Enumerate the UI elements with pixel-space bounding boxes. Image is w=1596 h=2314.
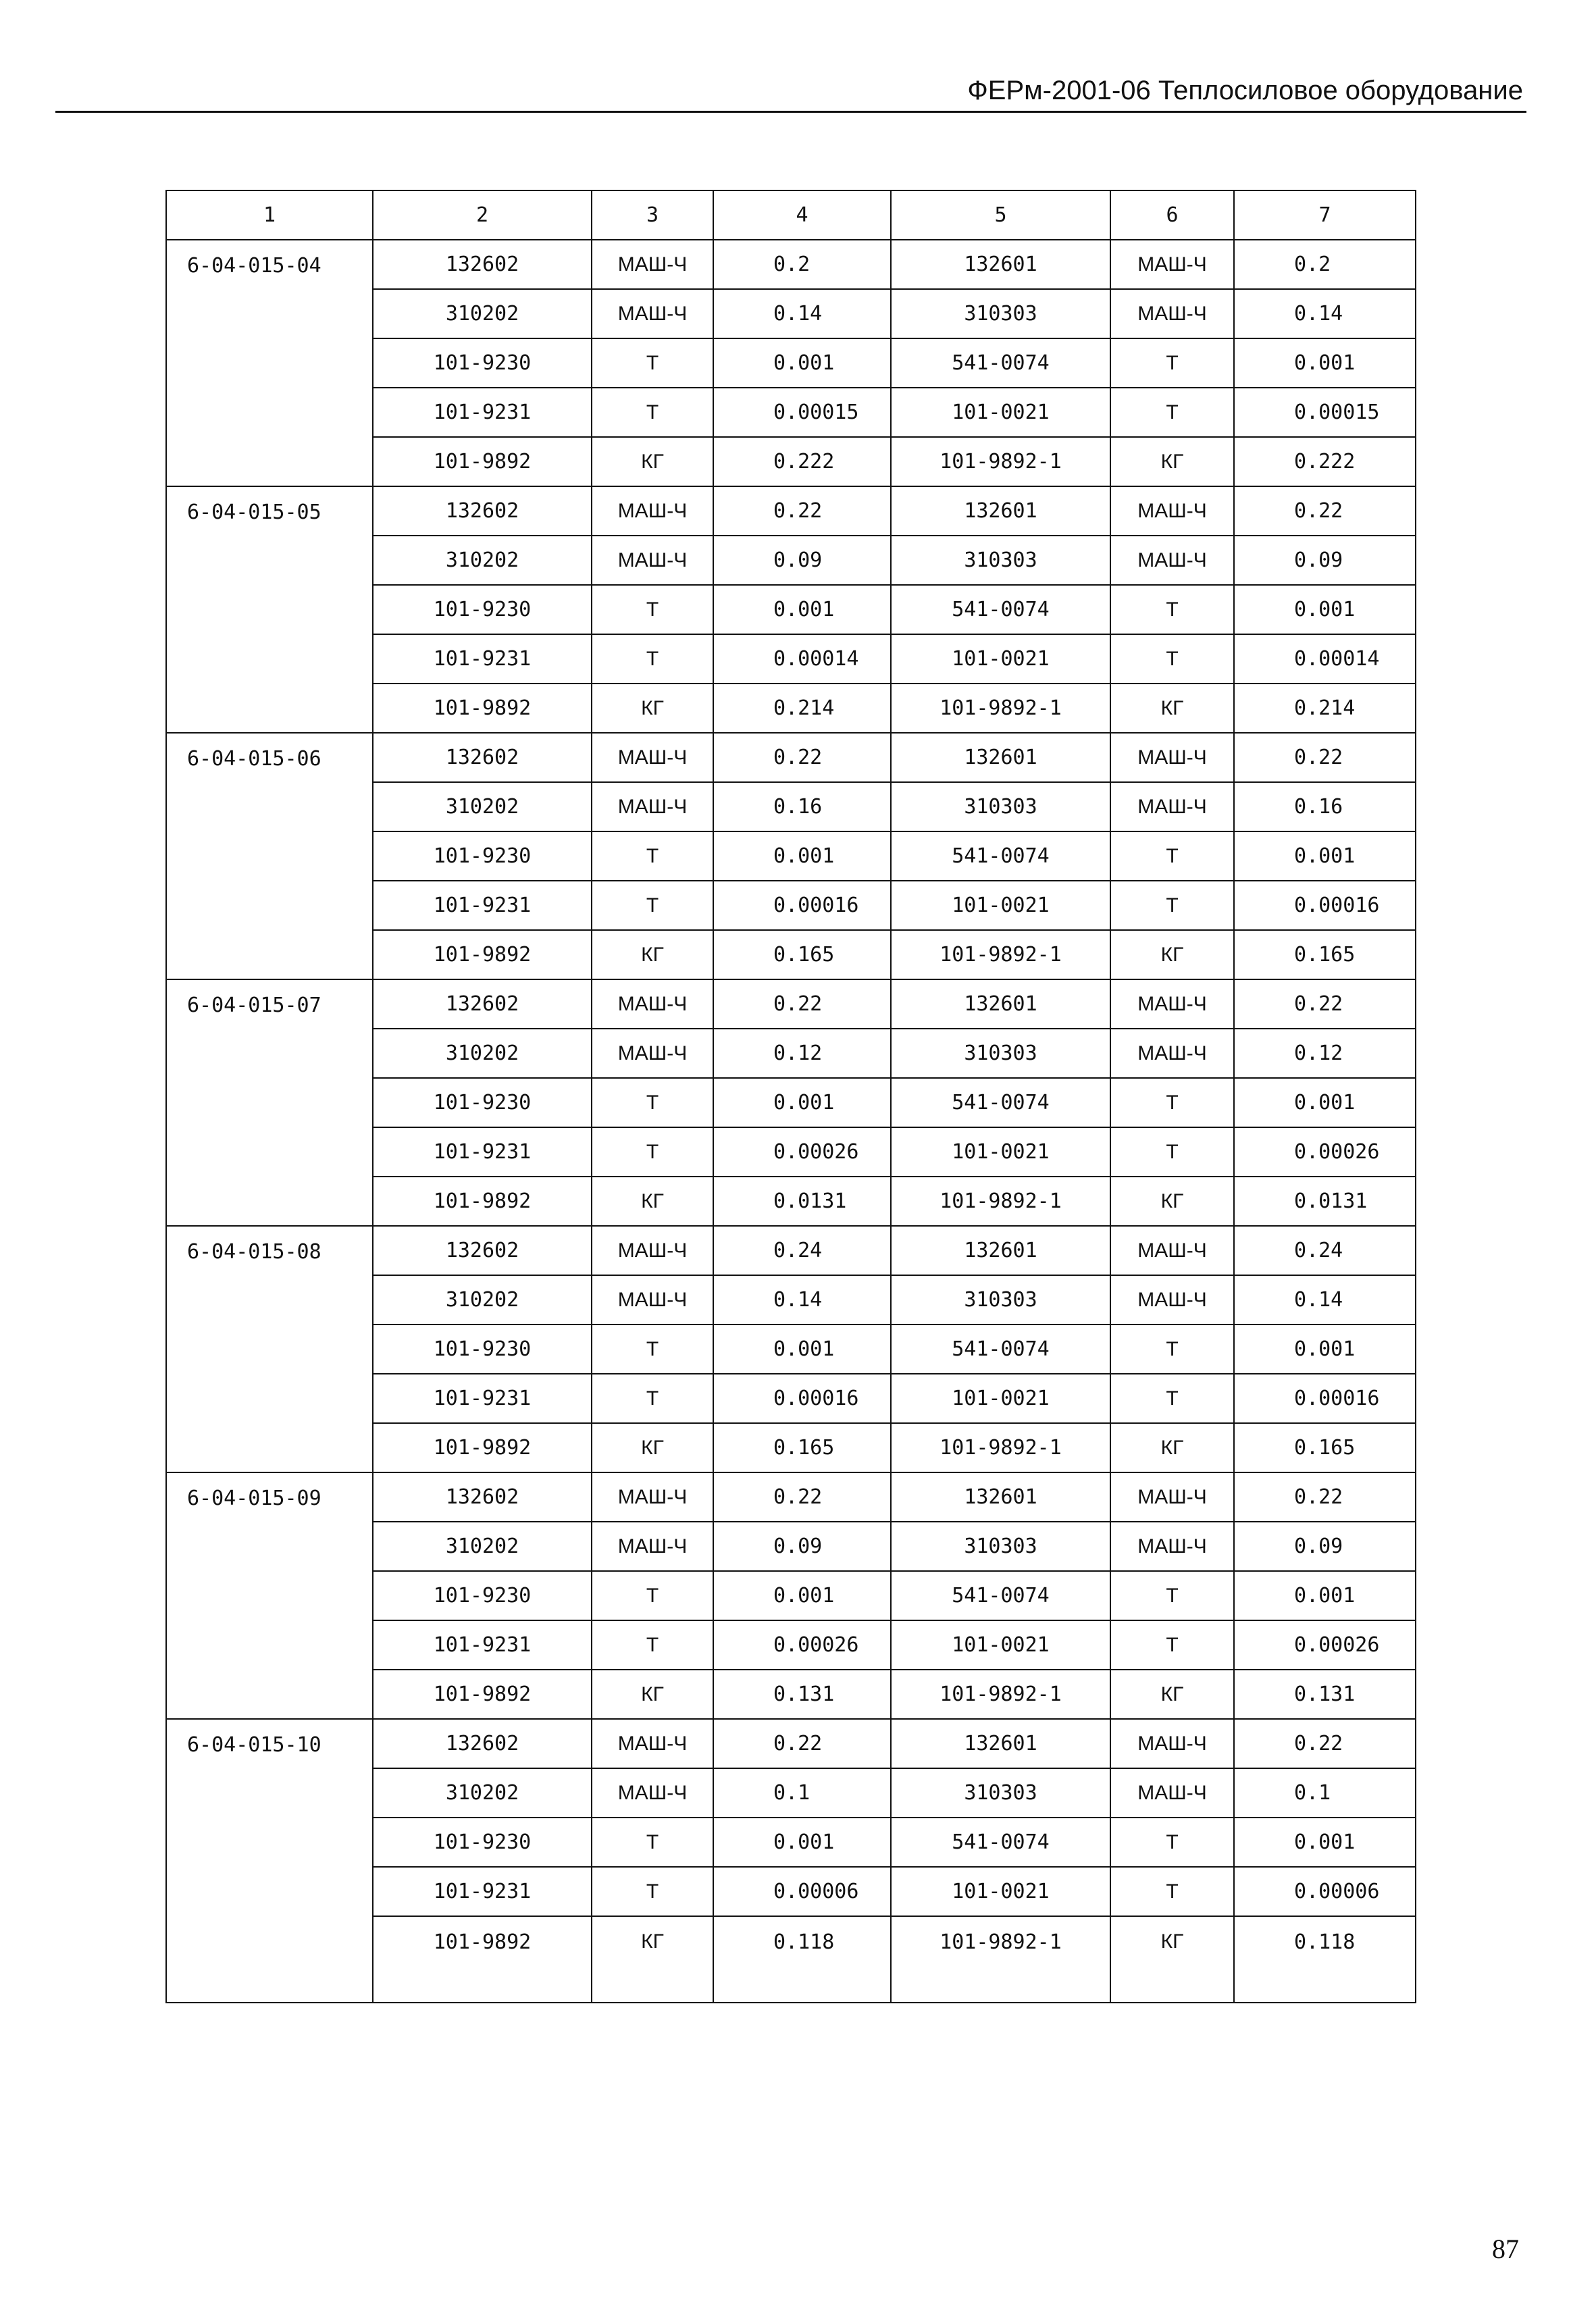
replacement-unit-cell: МАШ-Ч xyxy=(1110,1275,1234,1325)
replacement-quantity-cell: 0.001 xyxy=(1234,1571,1416,1620)
resource-code-cell: 132602 xyxy=(373,486,592,536)
replacement-unit-cell: КГ xyxy=(1110,684,1234,733)
quantity-cell: 0.24 xyxy=(713,1226,891,1275)
quantity-cell: 0.165 xyxy=(713,930,891,979)
column-header: 1 xyxy=(166,190,373,240)
replacement-quantity-cell: 0.00016 xyxy=(1234,881,1416,930)
replacement-unit-cell: МАШ-Ч xyxy=(1110,1029,1234,1078)
column-header: 4 xyxy=(713,190,891,240)
replacement-code-cell: 101-0021 xyxy=(891,1867,1110,1916)
replacement-quantity-cell: 0.1 xyxy=(1234,1768,1416,1818)
replacement-unit-cell: КГ xyxy=(1110,437,1234,486)
quantity-cell: 0.00014 xyxy=(713,634,891,684)
resource-code-cell: 310202 xyxy=(373,1522,592,1571)
replacement-quantity-cell: 0.165 xyxy=(1234,1423,1416,1472)
quantity-cell: 0.001 xyxy=(713,1571,891,1620)
quantity-cell: 0.001 xyxy=(713,1078,891,1127)
quantity-cell: 0.14 xyxy=(713,1275,891,1325)
table-row xyxy=(166,1719,1416,1768)
unit-cell: МАШ-Ч xyxy=(592,289,713,338)
replacement-unit-cell: Т xyxy=(1110,1078,1234,1127)
quantity-cell: 0.00026 xyxy=(713,1620,891,1670)
replacement-quantity-cell: 0.00026 xyxy=(1234,1127,1416,1177)
unit-cell: Т xyxy=(592,388,713,437)
replacement-code-cell: 101-9892-1 xyxy=(891,1177,1110,1226)
quantity-cell: 0.16 xyxy=(713,782,891,831)
replacement-code-cell: 310303 xyxy=(891,536,1110,585)
replacement-unit-cell: Т xyxy=(1110,1127,1234,1177)
unit-cell: Т xyxy=(592,1374,713,1423)
replacement-code-cell: 541-0074 xyxy=(891,1571,1110,1620)
resource-code-cell: 101-9230 xyxy=(373,1325,592,1374)
column-header: 7 xyxy=(1234,190,1416,240)
replacement-quantity-cell: 0.00015 xyxy=(1234,388,1416,437)
replacement-unit-cell: МАШ-Ч xyxy=(1110,1472,1234,1522)
quantity-cell: 0.001 xyxy=(713,1818,891,1867)
resource-code-cell: 132602 xyxy=(373,979,592,1029)
replacement-code-cell: 101-9892-1 xyxy=(891,1670,1110,1719)
replacement-code-cell: 541-0074 xyxy=(891,338,1110,388)
replacement-quantity-cell: 0.0131 xyxy=(1234,1177,1416,1226)
replacement-quantity-cell: 0.22 xyxy=(1234,733,1416,782)
resource-code-cell: 101-9231 xyxy=(373,388,592,437)
replacement-unit-cell: Т xyxy=(1110,1620,1234,1670)
replacement-code-cell: 101-9892-1 xyxy=(891,930,1110,979)
replacement-code-cell: 101-0021 xyxy=(891,388,1110,437)
replacement-quantity-cell: 0.24 xyxy=(1234,1226,1416,1275)
quantity-cell: 0.001 xyxy=(713,585,891,634)
replacement-unit-cell: Т xyxy=(1110,1374,1234,1423)
unit-cell: Т xyxy=(592,881,713,930)
rate-code-cell: 6-04-015-09 xyxy=(166,1472,373,1719)
quantity-cell: 0.22 xyxy=(713,1472,891,1522)
replacement-code-cell: 101-9892-1 xyxy=(891,1916,1110,2003)
replacement-quantity-cell: 0.2 xyxy=(1234,240,1416,289)
rate-code-cell: 6-04-015-07 xyxy=(166,979,373,1226)
unit-cell: КГ xyxy=(592,1670,713,1719)
replacement-quantity-cell: 0.22 xyxy=(1234,979,1416,1029)
unit-cell: КГ xyxy=(592,1916,713,2003)
header-rule xyxy=(55,111,1526,113)
quantity-cell: 0.1 xyxy=(713,1768,891,1818)
resource-code-cell: 101-9230 xyxy=(373,338,592,388)
quantity-cell: 0.00026 xyxy=(713,1127,891,1177)
replacement-unit-cell: МАШ-Ч xyxy=(1110,782,1234,831)
rate-code-cell: 6-04-015-08 xyxy=(166,1226,373,1472)
replacement-code-cell: 101-9892-1 xyxy=(891,684,1110,733)
replacement-unit-cell: МАШ-Ч xyxy=(1110,289,1234,338)
unit-cell: МАШ-Ч xyxy=(592,733,713,782)
replacement-quantity-cell: 0.222 xyxy=(1234,437,1416,486)
replacement-unit-cell: Т xyxy=(1110,338,1234,388)
replacement-quantity-cell: 0.00006 xyxy=(1234,1867,1416,1916)
resource-code-cell: 101-9892 xyxy=(373,930,592,979)
unit-cell: Т xyxy=(592,338,713,388)
replacement-code-cell: 132601 xyxy=(891,1472,1110,1522)
unit-cell: Т xyxy=(592,1078,713,1127)
replacement-unit-cell: Т xyxy=(1110,1325,1234,1374)
column-header: 3 xyxy=(592,190,713,240)
replacement-code-cell: 101-0021 xyxy=(891,881,1110,930)
replacement-code-cell: 310303 xyxy=(891,1029,1110,1078)
unit-cell: МАШ-Ч xyxy=(592,979,713,1029)
resource-code-cell: 101-9892 xyxy=(373,684,592,733)
replacement-code-cell: 310303 xyxy=(891,1522,1110,1571)
quantity-cell: 0.222 xyxy=(713,437,891,486)
replacement-quantity-cell: 0.14 xyxy=(1234,289,1416,338)
replacement-unit-cell: МАШ-Ч xyxy=(1110,486,1234,536)
replacement-code-cell: 101-9892-1 xyxy=(891,1423,1110,1472)
resource-code-cell: 132602 xyxy=(373,1226,592,1275)
replacement-code-cell: 132601 xyxy=(891,1719,1110,1768)
resource-code-cell: 310202 xyxy=(373,1029,592,1078)
resource-code-cell: 101-9230 xyxy=(373,585,592,634)
quantity-cell: 0.09 xyxy=(713,536,891,585)
replacement-code-cell: 310303 xyxy=(891,1768,1110,1818)
resource-code-cell: 310202 xyxy=(373,289,592,338)
unit-cell: МАШ-Ч xyxy=(592,1768,713,1818)
replacement-code-cell: 101-0021 xyxy=(891,1127,1110,1177)
table-row xyxy=(166,486,1416,536)
replacement-code-cell: 541-0074 xyxy=(891,1818,1110,1867)
unit-cell: МАШ-Ч xyxy=(592,1029,713,1078)
quantity-cell: 0.22 xyxy=(713,1719,891,1768)
table-row xyxy=(166,1472,1416,1522)
replacement-quantity-cell: 0.001 xyxy=(1234,1818,1416,1867)
replacement-quantity-cell: 0.165 xyxy=(1234,930,1416,979)
unit-cell: Т xyxy=(592,1325,713,1374)
replacement-unit-cell: Т xyxy=(1110,1571,1234,1620)
quantity-cell: 0.001 xyxy=(713,338,891,388)
replacement-code-cell: 310303 xyxy=(891,289,1110,338)
quantity-cell: 0.00006 xyxy=(713,1867,891,1916)
replacement-quantity-cell: 0.00026 xyxy=(1234,1620,1416,1670)
replacement-unit-cell: МАШ-Ч xyxy=(1110,733,1234,782)
replacement-quantity-cell: 0.12 xyxy=(1234,1029,1416,1078)
resource-code-cell: 101-9230 xyxy=(373,1818,592,1867)
quantity-cell: 0.001 xyxy=(713,831,891,881)
replacement-code-cell: 541-0074 xyxy=(891,1078,1110,1127)
quantity-cell: 0.09 xyxy=(713,1522,891,1571)
unit-cell: МАШ-Ч xyxy=(592,1472,713,1522)
resource-code-cell: 101-9231 xyxy=(373,881,592,930)
replacement-unit-cell: КГ xyxy=(1110,1423,1234,1472)
replacement-code-cell: 101-0021 xyxy=(891,1620,1110,1670)
table-row xyxy=(166,979,1416,1029)
resource-code-cell: 132602 xyxy=(373,733,592,782)
replacement-code-cell: 541-0074 xyxy=(891,831,1110,881)
table-row xyxy=(166,733,1416,782)
unit-cell: Т xyxy=(592,634,713,684)
column-header: 2 xyxy=(373,190,592,240)
quantity-cell: 0.2 xyxy=(713,240,891,289)
replacement-unit-cell: КГ xyxy=(1110,930,1234,979)
quantity-cell: 0.0131 xyxy=(713,1177,891,1226)
replacement-quantity-cell: 0.001 xyxy=(1234,831,1416,881)
unit-cell: МАШ-Ч xyxy=(592,1522,713,1571)
replacement-code-cell: 101-9892-1 xyxy=(891,437,1110,486)
unit-cell: Т xyxy=(592,1620,713,1670)
unit-cell: КГ xyxy=(592,684,713,733)
unit-cell: МАШ-Ч xyxy=(592,240,713,289)
replacement-unit-cell: МАШ-Ч xyxy=(1110,1719,1234,1768)
quantity-cell: 0.001 xyxy=(713,1325,891,1374)
resource-code-cell: 101-9892 xyxy=(373,1670,592,1719)
unit-cell: Т xyxy=(592,1571,713,1620)
quantity-cell: 0.00016 xyxy=(713,1374,891,1423)
rate-code-cell: 6-04-015-05 xyxy=(166,486,373,733)
replacement-quantity-cell: 0.09 xyxy=(1234,1522,1416,1571)
resource-table xyxy=(165,190,1416,2003)
replacement-quantity-cell: 0.001 xyxy=(1234,338,1416,388)
unit-cell: Т xyxy=(592,585,713,634)
resource-code-cell: 101-9230 xyxy=(373,831,592,881)
resource-code-cell: 132602 xyxy=(373,1719,592,1768)
resource-code-cell: 310202 xyxy=(373,1768,592,1818)
unit-cell: КГ xyxy=(592,1177,713,1226)
replacement-quantity-cell: 0.14 xyxy=(1234,1275,1416,1325)
resource-code-cell: 101-9230 xyxy=(373,1078,592,1127)
replacement-code-cell: 541-0074 xyxy=(891,1325,1110,1374)
replacement-unit-cell: МАШ-Ч xyxy=(1110,1522,1234,1571)
unit-cell: МАШ-Ч xyxy=(592,1226,713,1275)
replacement-code-cell: 132601 xyxy=(891,733,1110,782)
column-number-row xyxy=(166,190,1416,240)
replacement-code-cell: 101-0021 xyxy=(891,634,1110,684)
table-body xyxy=(166,240,1416,2003)
resource-code-cell: 310202 xyxy=(373,782,592,831)
quantity-cell: 0.00016 xyxy=(713,881,891,930)
replacement-quantity-cell: 0.214 xyxy=(1234,684,1416,733)
unit-cell: МАШ-Ч xyxy=(592,1719,713,1768)
resource-code-cell: 101-9892 xyxy=(373,1916,592,2003)
replacement-unit-cell: МАШ-Ч xyxy=(1110,1226,1234,1275)
unit-cell: Т xyxy=(592,1818,713,1867)
quantity-cell: 0.14 xyxy=(713,289,891,338)
unit-cell: КГ xyxy=(592,930,713,979)
replacement-quantity-cell: 0.16 xyxy=(1234,782,1416,831)
replacement-code-cell: 132601 xyxy=(891,486,1110,536)
replacement-unit-cell: Т xyxy=(1110,634,1234,684)
resource-code-cell: 101-9231 xyxy=(373,1127,592,1177)
resource-code-cell: 101-9892 xyxy=(373,1423,592,1472)
replacement-quantity-cell: 0.22 xyxy=(1234,486,1416,536)
replacement-quantity-cell: 0.001 xyxy=(1234,585,1416,634)
table-row xyxy=(166,240,1416,289)
resource-code-cell: 101-9231 xyxy=(373,1620,592,1670)
replacement-unit-cell: КГ xyxy=(1110,1670,1234,1719)
replacement-unit-cell: Т xyxy=(1110,585,1234,634)
replacement-code-cell: 310303 xyxy=(891,782,1110,831)
resource-code-cell: 132602 xyxy=(373,240,592,289)
resource-code-cell: 310202 xyxy=(373,1275,592,1325)
quantity-cell: 0.118 xyxy=(713,1916,891,2003)
quantity-cell: 0.12 xyxy=(713,1029,891,1078)
replacement-quantity-cell: 0.00014 xyxy=(1234,634,1416,684)
replacement-code-cell: 541-0074 xyxy=(891,585,1110,634)
replacement-quantity-cell: 0.22 xyxy=(1234,1719,1416,1768)
replacement-unit-cell: Т xyxy=(1110,1818,1234,1867)
resource-code-cell: 101-9231 xyxy=(373,1867,592,1916)
resource-code-cell: 101-9892 xyxy=(373,437,592,486)
replacement-unit-cell: КГ xyxy=(1110,1177,1234,1226)
replacement-quantity-cell: 0.00016 xyxy=(1234,1374,1416,1423)
column-header: 5 xyxy=(891,190,1110,240)
unit-cell: Т xyxy=(592,831,713,881)
column-header: 6 xyxy=(1110,190,1234,240)
replacement-unit-cell: МАШ-Ч xyxy=(1110,240,1234,289)
replacement-code-cell: 132601 xyxy=(891,979,1110,1029)
quantity-cell: 0.00015 xyxy=(713,388,891,437)
resource-code-cell: 101-9892 xyxy=(373,1177,592,1226)
replacement-unit-cell: МАШ-Ч xyxy=(1110,1768,1234,1818)
replacement-unit-cell: КГ xyxy=(1110,1916,1234,2003)
replacement-unit-cell: МАШ-Ч xyxy=(1110,536,1234,585)
unit-cell: Т xyxy=(592,1127,713,1177)
quantity-cell: 0.22 xyxy=(713,486,891,536)
unit-cell: МАШ-Ч xyxy=(592,536,713,585)
quantity-cell: 0.22 xyxy=(713,979,891,1029)
quantity-cell: 0.131 xyxy=(713,1670,891,1719)
resource-code-cell: 310202 xyxy=(373,536,592,585)
unit-cell: КГ xyxy=(592,1423,713,1472)
replacement-quantity-cell: 0.09 xyxy=(1234,536,1416,585)
unit-cell: МАШ-Ч xyxy=(592,1275,713,1325)
table-row xyxy=(166,1226,1416,1275)
replacement-quantity-cell: 0.131 xyxy=(1234,1670,1416,1719)
replacement-quantity-cell: 0.118 xyxy=(1234,1916,1416,2003)
rate-code-cell: 6-04-015-06 xyxy=(166,733,373,979)
replacement-unit-cell: Т xyxy=(1110,831,1234,881)
replacement-unit-cell: Т xyxy=(1110,881,1234,930)
replacement-code-cell: 310303 xyxy=(891,1275,1110,1325)
replacement-unit-cell: Т xyxy=(1110,388,1234,437)
page-number: 87 xyxy=(1492,2234,1519,2264)
resource-code-cell: 132602 xyxy=(373,1472,592,1522)
replacement-code-cell: 132601 xyxy=(891,1226,1110,1275)
unit-cell: КГ xyxy=(592,437,713,486)
unit-cell: МАШ-Ч xyxy=(592,782,713,831)
resource-code-cell: 101-9230 xyxy=(373,1571,592,1620)
replacement-quantity-cell: 0.001 xyxy=(1234,1078,1416,1127)
resource-code-cell: 101-9231 xyxy=(373,1374,592,1423)
replacement-quantity-cell: 0.001 xyxy=(1234,1325,1416,1374)
rate-code-cell: 6-04-015-04 xyxy=(166,240,373,486)
rate-code-cell: 6-04-015-10 xyxy=(166,1719,373,2003)
replacement-code-cell: 132601 xyxy=(891,240,1110,289)
replacement-code-cell: 101-0021 xyxy=(891,1374,1110,1423)
unit-cell: Т xyxy=(592,1867,713,1916)
unit-cell: МАШ-Ч xyxy=(592,486,713,536)
quantity-cell: 0.165 xyxy=(713,1423,891,1472)
replacement-unit-cell: МАШ-Ч xyxy=(1110,979,1234,1029)
page-header-title: ФЕРм-2001-06 Теплосиловое оборудование xyxy=(967,76,1523,105)
resource-code-cell: 101-9231 xyxy=(373,634,592,684)
quantity-cell: 0.214 xyxy=(713,684,891,733)
replacement-quantity-cell: 0.22 xyxy=(1234,1472,1416,1522)
quantity-cell: 0.22 xyxy=(713,733,891,782)
replacement-unit-cell: Т xyxy=(1110,1867,1234,1916)
